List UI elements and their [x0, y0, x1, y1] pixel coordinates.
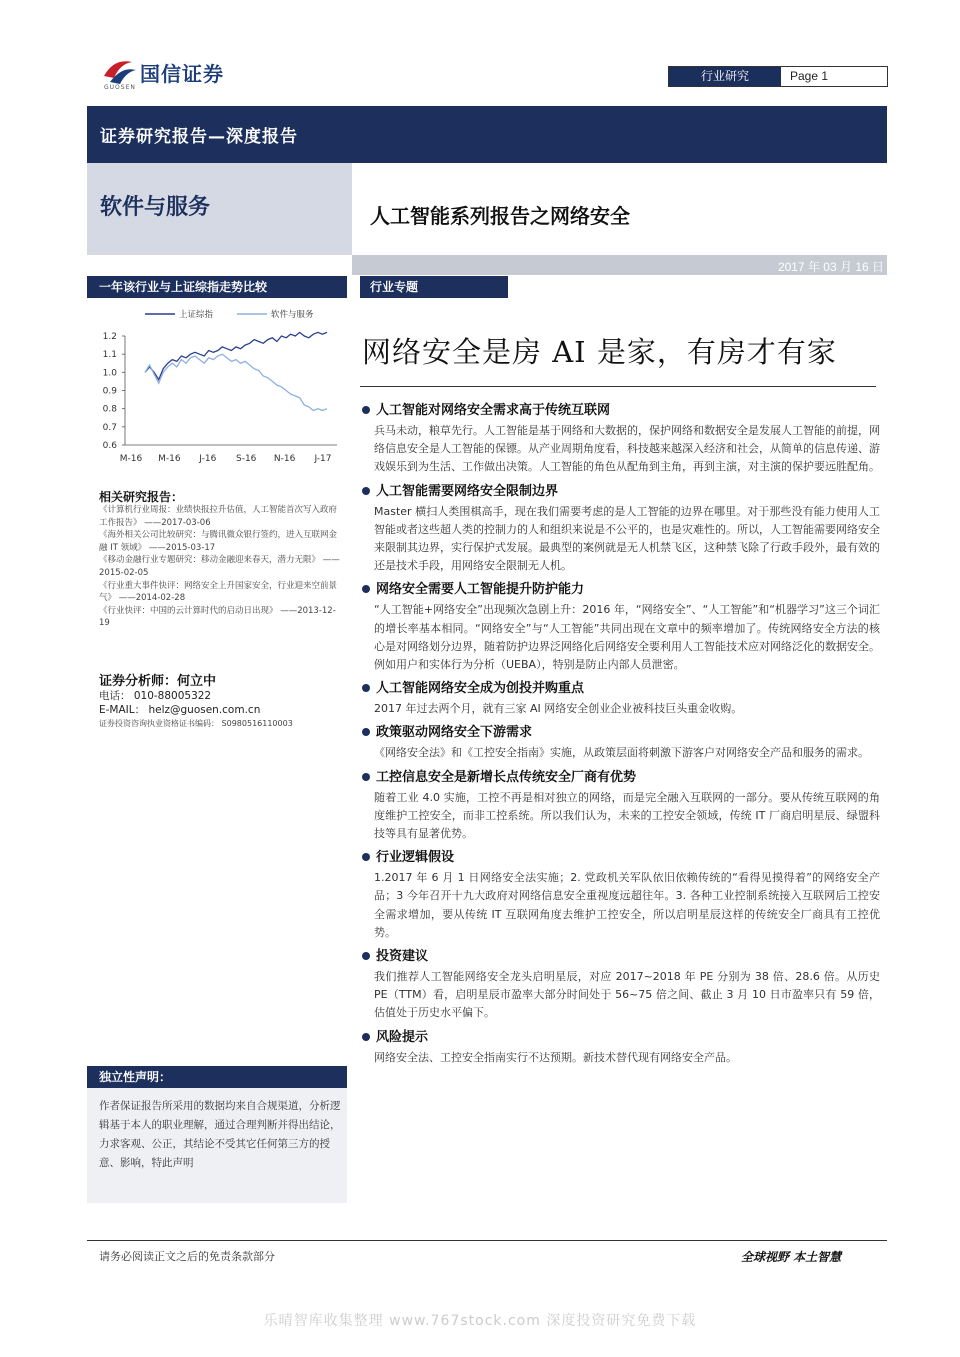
analyst-phone: 电话： 010-88005322: [99, 690, 212, 702]
key-point: [360, 400, 880, 477]
related-report-item: 《计算机行业周报：业绩快报拉升估值，人工智能首次写入政府工作报告》 ——2017-03-06: [99, 505, 338, 528]
bullet-dot-icon: [362, 773, 370, 781]
brand-name: 国信证券: [140, 62, 224, 86]
analyst-email: E-MAIL： helz@guosen.com.cn: [99, 704, 261, 716]
key-point: [360, 481, 880, 576]
key-point-body: 随着工业 4.0 实施，工控不再是相对独立的网络，而是完全融入互联网的一部分。要从传统互联网的角度维护工控安全，而非工控系统。所以我们认为，未来的工控安全领域，传统 IT 厂商启明星辰、绿盟科技等具有显著优势。: [374, 790, 880, 841]
bullet-dot-icon: [362, 684, 370, 692]
key-point: [360, 678, 880, 718]
bullet-dot-icon: [362, 487, 370, 495]
key-point-body: “人工智能+网络安全”出现频次急剧上升：2016 年，“网络安全”、“人工智能”和“机器学习”这三个词汇的增长率基本相同。“网络安全”与“人工智能”共同出现在文章中的频率增加了。传统网络安全方法的核心是对网络划分边界，随着防护边界泛网络化后网络安全要利用人工智能技术应对网络泛化的数据安全。例如用户和实体行为分析（UEBA），特别是防止内部人员泄密。: [374, 603, 880, 672]
related-report-item: 《海外相关公司比较研究：与腾讯微众银行签约，进入互联网金融 IT 领域》 ——2015-03-17: [99, 530, 338, 553]
key-point-body: 网络安全法、工控安全指南实行不达预期。新技术替代现有网络安全产品。: [374, 1050, 737, 1064]
bullet-dot-icon: [362, 853, 370, 861]
footer-divider: [87, 1240, 887, 1241]
legend-label: 上证综指: [179, 310, 214, 320]
key-points: [360, 400, 880, 1071]
related-report-item: 《行业重大事件快评：网络安全上升国家安全，行业迎来空前景气》 ——2014-02-28: [99, 580, 338, 604]
independence-header: 独立性声明：: [87, 1066, 347, 1088]
key-point: [360, 847, 880, 942]
guosen-logo-icon: [102, 56, 138, 86]
footer-disclaimer: 请务必阅读正文之后的免责条款部分: [99, 1250, 275, 1263]
key-point: [360, 767, 880, 844]
key-point-title: 人工智能对网络安全需求高于传统互联网: [376, 403, 611, 418]
related-report-item: 《行业快评：中国的云计算时代的启动日出现》 ——2013-12-19: [99, 605, 336, 629]
related-reports-title: 相关研究报告：: [99, 490, 184, 504]
key-point: [360, 579, 880, 674]
headline: 网络安全是房 AI 是家，有房才有家: [362, 335, 837, 369]
y-tick-label: 0.6: [102, 441, 117, 451]
category-label: 行业研究: [669, 67, 781, 86]
key-point-body: 兵马未动，粮草先行。人工智能是基于网络和大数据的，保护网络和数据安全是发展人工智能的前提，网络信息安全是人工智能的保镖。从产业周期角度看，科技越来越深入经济和社会，从简单的信息传递、游戏娱乐到为生活、工作做出决策。人工智能的角色从配角到主角，再到主演，对主演的保护要远胜配角。: [374, 424, 880, 474]
report-type: 证券研究报告—深度报告: [100, 127, 298, 147]
key-point-body: Master 横扫人类围棋高手，现在我们需要考虑的是人工智能的边界在哪里。对于那些没有能力使用人工智能或者这些超人类的控制力的人和组织来说是不公平的，也是灾难性的。所以，人工智能需要网络安全来限制其边界，实行保护式发展。最典型的案例就是无人机禁飞区，这种禁飞除了行政手段外，最有效的还是技术手段，用网络安全限制无人机。: [374, 504, 880, 573]
brand-sub: GUOSEN: [104, 84, 136, 91]
y-tick-label: 1.0: [102, 368, 117, 379]
headline-divider: [360, 386, 876, 387]
y-tick-label: 0.8: [102, 404, 117, 415]
footer-slogan: 全球视野 本土智慧: [741, 1250, 842, 1264]
y-tick-label: 1.2: [102, 332, 117, 342]
key-point-title: 人工智能需要网络安全限制边界: [376, 483, 559, 499]
bullet-dot-icon: [362, 1033, 370, 1041]
related-report-item: 《移动金融行业专题研究：移动金融迎来春天，潜力无限》 ——2015-02-05: [99, 555, 340, 578]
analyst-title: 证券分析师：何立中: [99, 674, 217, 689]
x-tick-label: N-16: [273, 454, 296, 464]
bullet-dot-icon: [362, 952, 370, 960]
watermark-text: 乐晴智库收集整理 www.767stock.com 深度投资研究免费下载: [263, 1313, 697, 1329]
series-line: [145, 354, 327, 410]
x-tick-label: J-16: [199, 454, 217, 464]
key-point-title: 投资建议: [376, 949, 429, 965]
key-point-title: 行业逻辑假设: [376, 850, 455, 866]
key-point-title: 政策驱动网络安全下游需求: [376, 725, 533, 741]
key-point-body: 我们推荐人工智能网络安全龙头启明星辰，对应 2017~2018 年 PE 分别为 38 倍、28.6 倍。从历史 PE（TTM）看，启明星辰市盈率大部分时间处于 56~75 倍之间、截止 3 月 10 日市盈率只有 59 倍，估值处于历史水平偏下。: [374, 970, 880, 1020]
x-tick-label: J-17: [314, 454, 332, 464]
key-point-title: 风险提示: [376, 1029, 429, 1045]
series-line: [145, 332, 327, 379]
key-point-body: 2017 年过去两个月，就有三家 AI 网络安全创业企业被科技巨头重金收购。: [374, 702, 743, 716]
analyst-info: [99, 689, 344, 731]
legend-label: 软件与服务: [271, 310, 314, 320]
topic-label: 行业专题: [360, 276, 508, 298]
analyst-license: 证券投资咨询执业资格证书编码： S0980516110003: [99, 719, 293, 728]
key-point: [360, 722, 880, 762]
y-tick-label: 0.9: [102, 386, 117, 397]
key-point-body: 《网络安全法》和《工控安全指南》实施，从政策层面将刺激下游客户对网络安全产品和服务的需求。: [374, 746, 869, 760]
bullet-dot-icon: [362, 585, 370, 593]
key-point-body: 1.2017 年 6 月 1 日网络安全法实施；2. 党政机关军队依旧依赖传统的“看得见摸得着”的网络安全产品；3 今年召开十九大政府对网络信息安全重视度远超往年。3. 各种工业控制系统接入互联网后工控安全需求增加，要从传统 IT 互联网角度去维护工控安全，所以启明星辰这样的传统安全厂商具有工控优势。: [374, 871, 880, 939]
key-point: [360, 1027, 880, 1067]
chart-section-header: 一年该行业与上证综指走势比较: [87, 276, 347, 298]
key-point-title: 工控信息安全是新增长点传统安全厂商有优势: [376, 769, 637, 785]
report-date: 2017 年 03 月 16 日: [777, 260, 884, 274]
independence-text: 作者保证报告所采用的数据均来自合规渠道，分析逻辑基于本人的职业理解，通过合理判断并得出结论，力求客观、公正，其结论不受其它任何第三方的授意、影响，特此声明: [99, 1100, 341, 1169]
report-title: 人工智能系列报告之网络安全: [370, 204, 630, 228]
key-point-title: 网络安全需要人工智能提升防护能力: [376, 582, 585, 598]
industry-name: 软件与服务: [100, 194, 211, 220]
trend-chart: [87, 300, 352, 470]
x-tick-label: M-16: [158, 454, 181, 464]
key-point: [360, 946, 880, 1023]
x-tick-label: M-16: [119, 454, 143, 464]
bullet-dot-icon: [362, 728, 370, 736]
related-reports-list: [99, 504, 344, 630]
x-tick-label: S-16: [235, 454, 257, 464]
page-number: Page 1: [790, 69, 829, 83]
y-tick-label: 1.1: [102, 350, 117, 361]
key-point-title: 人工智能网络安全成为创投并购重点: [376, 681, 585, 697]
bullet-dot-icon: [362, 406, 370, 414]
y-tick-label: 0.7: [102, 422, 117, 433]
